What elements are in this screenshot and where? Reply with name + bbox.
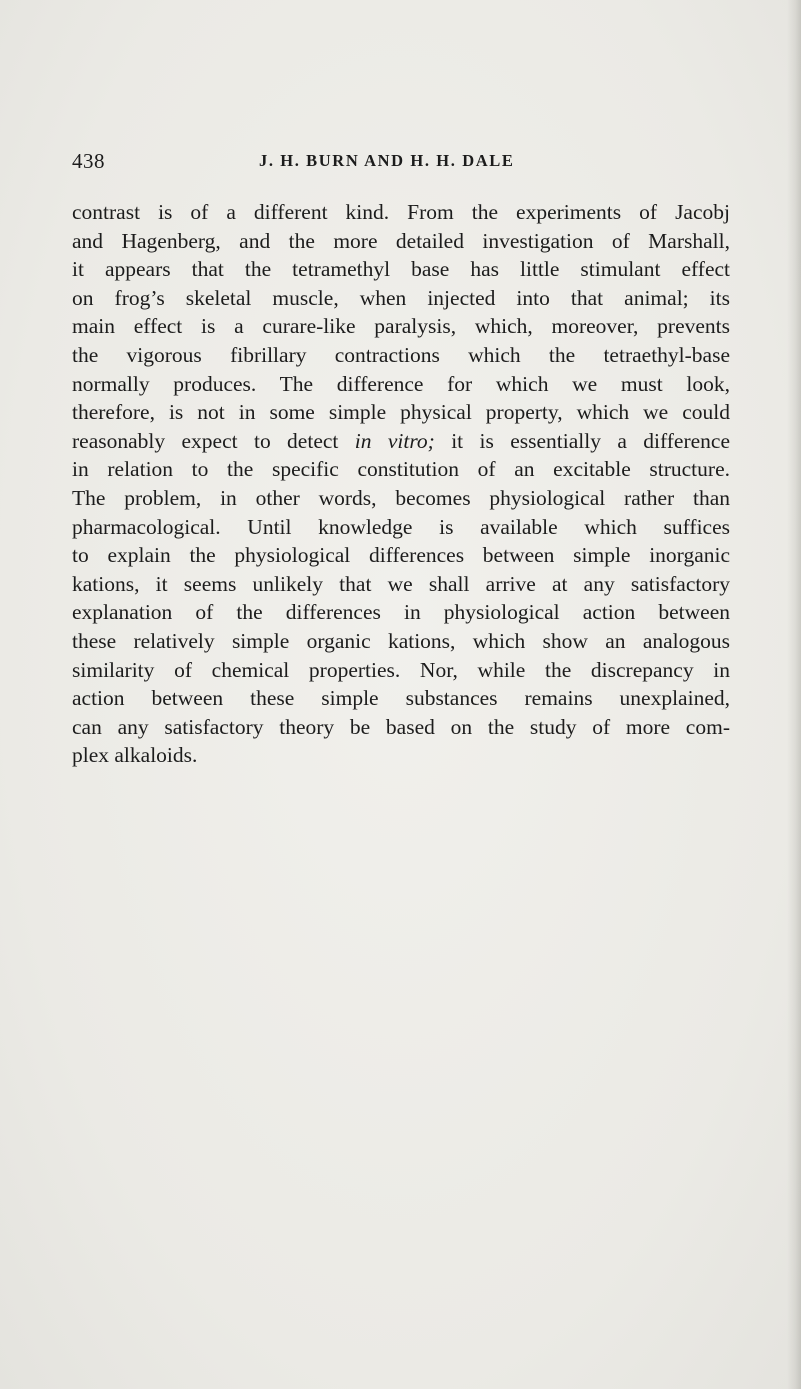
text-line: these relatively simple organic kations, which show an analogous	[72, 628, 730, 653]
text-line: it appears that the tetramethyl base has little stimulant effect	[72, 257, 730, 282]
text-line: plex alkaloids.	[72, 743, 198, 768]
text-line: therefore, is not in some simple physical property, which we could	[72, 400, 730, 425]
text-line: and Hagenberg, and the more detailed investigation of Marshall,	[72, 228, 730, 253]
page-header	[72, 149, 732, 179]
text-segment: it is essentially a difference	[434, 428, 730, 453]
italic-phrase: in vitro;	[354, 428, 435, 453]
text-line: contrast is of a different kind. From the experiments of Jacobj	[72, 200, 730, 224]
page-number: 438	[72, 149, 105, 173]
text-line: kations, it seems unlikely that we shall arrive at any satisfactory	[72, 571, 730, 596]
text-line	[72, 427, 730, 456]
text-line: action between these simple substances remains unexplained,	[72, 686, 730, 711]
text-line: The problem, in other words, becomes physiological rather than	[72, 485, 730, 510]
body-paragraph	[72, 198, 730, 770]
text-line: explanation of the differences in physiological action between	[72, 600, 730, 625]
text-segment: reasonably expect to detect	[72, 428, 355, 453]
text-line: pharmacological. Until knowledge is available which suffices	[72, 514, 730, 539]
text-line: in relation to the specific constitution of an excitable structure.	[72, 457, 730, 482]
page-edge-shadow	[787, 0, 801, 1389]
text-line: on frog’s skeletal muscle, when injected into that animal; its	[72, 285, 730, 310]
text-line: the vigorous fibrillary contractions which the tetraethyl-base	[72, 342, 730, 367]
text-line: main effect is a curare-like paralysis, which, moreover, prevents	[72, 314, 730, 339]
text-line: similarity of chemical properties. Nor, while the discrepancy in	[72, 657, 730, 682]
text-line: normally produces. The difference for which we must look,	[72, 371, 730, 396]
running-head: J. H. BURN AND H. H. DALE	[259, 151, 515, 170]
text-line: to explain the physiological differences between simple inorganic	[72, 543, 730, 568]
text-line: can any satisfactory theory be based on the study of more com-	[72, 714, 730, 739]
